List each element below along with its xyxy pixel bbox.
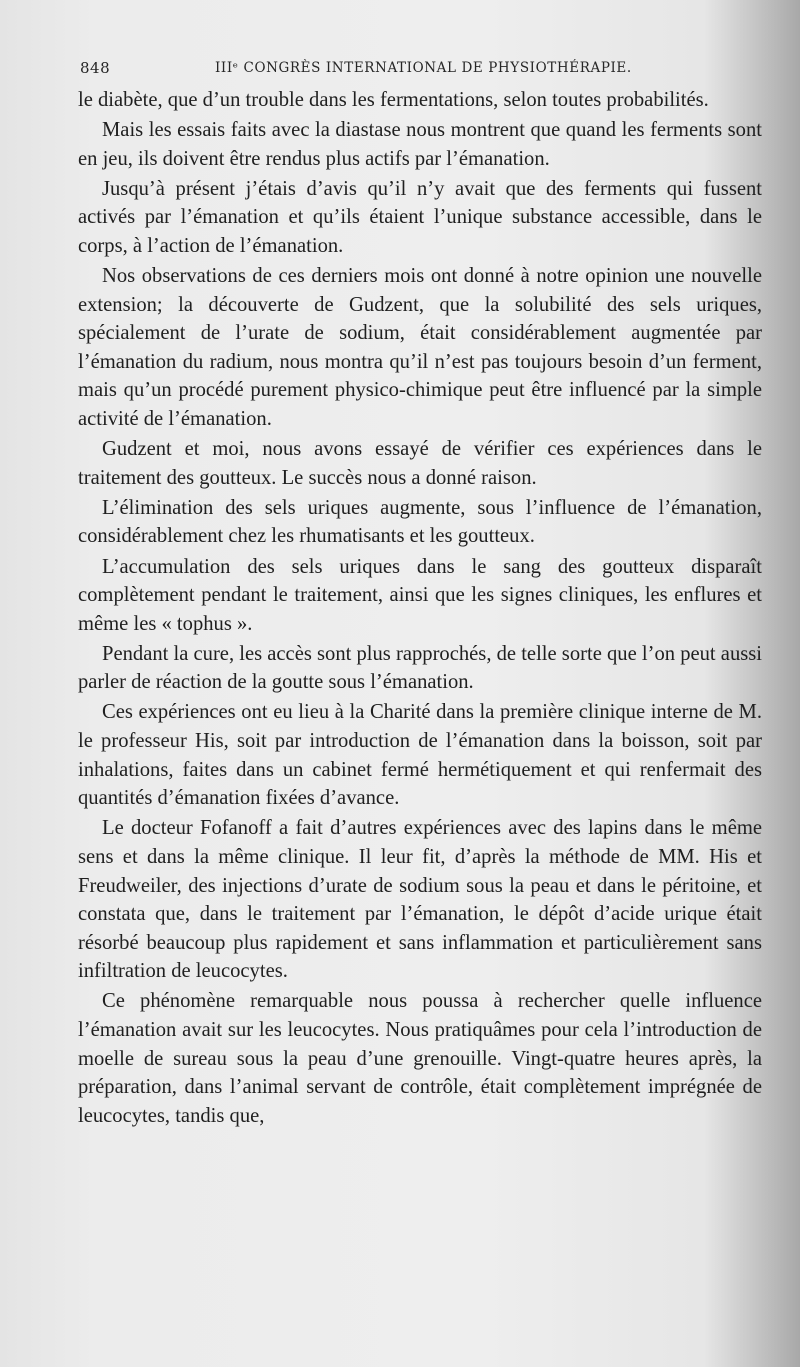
paragraph: Mais les essais faits avec la diastase nous montrent que quand les ferments sont en jeu, ils doivent être rendus plus actifs par l’émanation.: [78, 119, 762, 170]
paragraph: L’accumulation des sels uriques dans le sang des goutteux disparaît complètement pendant le traitement, ainsi que les signes cliniques, les enflures et même les « tophus ».: [78, 555, 762, 635]
paragraph: Gudzent et moi, nous avons essayé de vérifier ces expériences dans le traitement des goutteux. Le succès nous a donné raison.: [78, 438, 762, 489]
paragraph: Nos observations de ces derniers mois ont donné à notre opinion une nouvelle extension; la découverte de Gudzent, que la solubilité des sels uriques, spécialement de l’urate de sodium, était considérablement augmentée par l’émanation du radium, nous montra qu’il n’est pas toujours besoin d’un ferment, mais qu’un procédé purement physico-chimique peut être influencé par la simple activité de l’émanation.: [78, 265, 762, 431]
paragraph-continued: le diabète, que d’un trouble dans les fermentations, selon toutes probabilités.: [78, 89, 709, 111]
paragraph: Le docteur Fofanoff a fait d’autres expériences avec des lapins dans le même sens et dans la même clinique. Il leur fit, d’après la méthode de MM. His et Freudweiler, des injections d’urate de sodium sous la peau et dans le péritoine, et constata que, dans le traitement par l’émanation, le dépôt d’acide urique était résorbé beaucoup plus rapidement et sans inflammation et particulièrement sans infiltration de leucocytes.: [78, 817, 762, 983]
running-title: IIIᵉ CONGRÈS INTERNATIONAL DE PHYSIOTHÉRAPIE.: [215, 60, 632, 76]
paragraph: Pendant la cure, les accès sont plus rapprochés, de telle sorte que l’on peut aussi parler de réaction de la goutte sous l’émanation.: [78, 642, 762, 694]
page-number: 848: [80, 59, 111, 77]
paragraph: L’élimination des sels uriques augmente, sous l’influence de l’émanation, considérablement chez les rhumatisants et les goutteux.: [78, 496, 762, 548]
paragraph: Ce phénomène remarquable nous poussa à rechercher quelle influence l’émanation avait sur les leucocytes. Nous pratiquâmes pour cela l’introduction de moelle de sureau sous la peau d’une grenouille. Vingt-quatre heures après, la préparation, dans l’animal servant de contrôle, était complètement imprégnée de leucocytes, tandis que,: [78, 990, 762, 1127]
paragraph: Ces expériences ont eu lieu à la Charité dans la première clinique interne de M. le professeur His, soit par introduction de l’émanation dans la boisson, soit par inhalations, faites dans un cabinet fermé hermétiquement et qui renfermait des quantités d’émanation fixées d’avance.: [78, 701, 762, 810]
paragraph: Jusqu’à présent j’étais d’avis qu’il n’y avait que des ferments qui fussent activés par l’émanation et qu’ils étaient l’unique substance accessible, dans le corps, à l’action de l’émanation.: [78, 177, 762, 257]
body-text: [78, 86, 762, 1132]
page-header: [80, 59, 720, 83]
